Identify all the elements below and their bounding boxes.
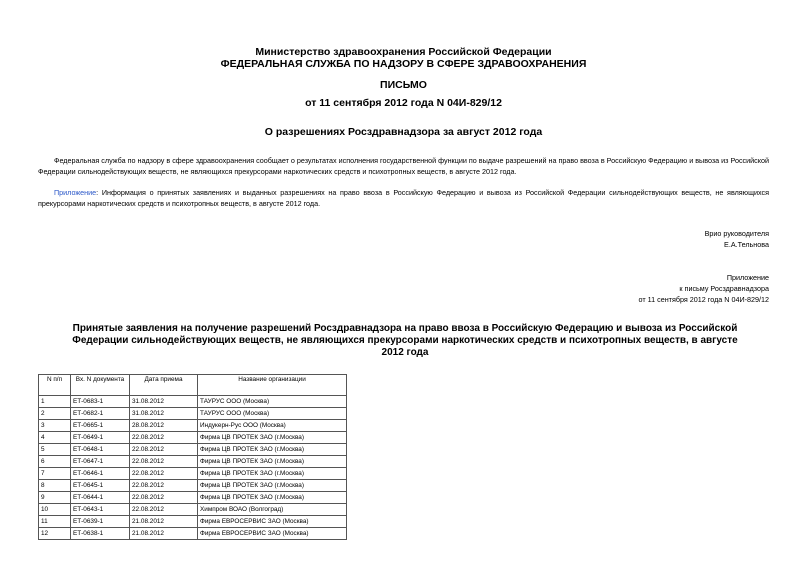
table-row bbox=[39, 432, 347, 444]
row-number: 2 bbox=[39, 408, 71, 420]
header-organization: Название организации bbox=[198, 375, 347, 396]
table-title: Принятые заявления на получение разрешений Росздравнадзора на право ввоза в Российскую Федерацию и вывоза из Российской Федерации сильнодействующих веществ, не являющихся прекурсорами наркотических средств и психотропных веществ, в августе 2012 года bbox=[72, 323, 738, 358]
row-organization: Фирма ЕВРОСЕРВИС ЗАО (Москва) bbox=[198, 516, 347, 528]
table-row bbox=[39, 480, 347, 492]
row-organization: Фирма ЦВ ПРОТЕК ЗАО (г.Москва) bbox=[198, 468, 347, 480]
table-row bbox=[39, 408, 347, 420]
row-date: 22.08.2012 bbox=[130, 432, 198, 444]
row-organization: Фирма ЦВ ПРОТЕК ЗАО (г.Москва) bbox=[198, 480, 347, 492]
row-date: 22.08.2012 bbox=[130, 468, 198, 480]
service-name: ФЕДЕРАЛЬНАЯ СЛУЖБА ПО НАДЗОРУ В СФЕРЕ ЗДРАВООХРАНЕНИЯ bbox=[220, 58, 587, 70]
row-doc-number: ЕТ-0645-1 bbox=[71, 480, 130, 492]
row-organization: Фирма ЕВРОСЕРВИС ЗАО (Москва) bbox=[198, 528, 347, 540]
row-organization: Фирма ЦВ ПРОТЕК ЗАО (г.Москва) bbox=[198, 432, 347, 444]
row-number: 4 bbox=[39, 432, 71, 444]
header-number: N п/п bbox=[39, 375, 71, 396]
table-row bbox=[39, 396, 347, 408]
row-number: 7 bbox=[39, 468, 71, 480]
signature-name: Е.А.Тельнова bbox=[724, 240, 769, 249]
row-doc-number: ЕТ-0665-1 bbox=[71, 420, 130, 432]
row-number: 9 bbox=[39, 492, 71, 504]
body-paragraph: Федеральная служба по надзору в сфере здравоохранения сообщает о результатах исполнения государственной функции по выдаче разрешений на право ввоза в Российскую Федерацию и вывоза из Российской Федерации сильнодействующих веществ, не являющихся прекурсорами наркотических средств и психотропных веществ, в августе 2012 года. bbox=[38, 156, 769, 176]
header-doc-number: Вх. N документа bbox=[71, 375, 130, 396]
row-date: 22.08.2012 bbox=[130, 444, 198, 456]
row-doc-number: ЕТ-0648-1 bbox=[71, 444, 130, 456]
document-type: ПИСЬМО bbox=[380, 79, 427, 91]
row-date: 22.08.2012 bbox=[130, 480, 198, 492]
signature-block bbox=[705, 228, 769, 250]
appendix-label: Приложение bbox=[726, 273, 769, 282]
row-organization: Фирма ЦВ ПРОТЕК ЗАО (г.Москва) bbox=[198, 492, 347, 504]
row-organization: ТАУРУС ООО (Москва) bbox=[198, 408, 347, 420]
row-number: 10 bbox=[39, 504, 71, 516]
row-doc-number: ЕТ-0649-1 bbox=[71, 432, 130, 444]
row-number: 5 bbox=[39, 444, 71, 456]
table-row bbox=[39, 468, 347, 480]
row-organization: Фирма ЦВ ПРОТЕК ЗАО (г.Москва) bbox=[198, 456, 347, 468]
row-doc-number: ЕТ-0683-1 bbox=[71, 396, 130, 408]
row-date: 22.08.2012 bbox=[130, 492, 198, 504]
row-doc-number: ЕТ-0639-1 bbox=[71, 516, 130, 528]
row-doc-number: ЕТ-0647-1 bbox=[71, 456, 130, 468]
document-date: от 11 сентября 2012 года N 04И-829/12 bbox=[305, 97, 502, 109]
row-number: 6 bbox=[39, 456, 71, 468]
row-doc-number: ЕТ-0644-1 bbox=[71, 492, 130, 504]
row-doc-number: ЕТ-0643-1 bbox=[71, 504, 130, 516]
table-header-row bbox=[39, 375, 347, 396]
row-organization: Фирма ЦВ ПРОТЕК ЗАО (г.Москва) bbox=[198, 444, 347, 456]
table-row bbox=[39, 504, 347, 516]
attachment-link[interactable]: Приложение bbox=[54, 188, 97, 197]
row-number: 8 bbox=[39, 480, 71, 492]
document-subject: О разрешениях Росздравнадзора за август 2012 года bbox=[264, 126, 543, 138]
table-row bbox=[39, 456, 347, 468]
row-date: 28.08.2012 bbox=[130, 420, 198, 432]
header-date: Дата приема bbox=[130, 375, 198, 396]
table-row bbox=[39, 516, 347, 528]
table-row bbox=[39, 420, 347, 432]
row-date: 21.08.2012 bbox=[130, 516, 198, 528]
row-organization: Химпром ВОАО (Волгоград) bbox=[198, 504, 347, 516]
appendix-date: от 11 сентября 2012 года N 04И-829/12 bbox=[638, 295, 769, 304]
appendix-ref: к письму Росздравнадзора bbox=[679, 284, 769, 293]
row-doc-number: ЕТ-0646-1 bbox=[71, 468, 130, 480]
signature-position: Врио руководителя bbox=[704, 229, 769, 238]
row-date: 21.08.2012 bbox=[130, 528, 198, 540]
row-date: 31.08.2012 bbox=[130, 408, 198, 420]
row-doc-number: ЕТ-0638-1 bbox=[71, 528, 130, 540]
appendix-block bbox=[639, 272, 769, 305]
table-row bbox=[39, 492, 347, 504]
table-row bbox=[39, 528, 347, 540]
row-number: 3 bbox=[39, 420, 71, 432]
attachment-paragraph bbox=[38, 187, 769, 209]
attachment-text: : Информация о принятых заявлениях и выданных разрешениях на право ввоза в Российскую Федерацию и вывоза из Российской Федерации сильнодействующих веществ, не являющихся прекурсорами наркотических средств и психотропных веществ, в августе 2012 года. bbox=[38, 188, 769, 208]
row-organization: ТАУРУС ООО (Москва) bbox=[198, 396, 347, 408]
row-doc-number: ЕТ-0682-1 bbox=[71, 408, 130, 420]
row-organization: Индукерн-Рус ООО (Москва) bbox=[198, 420, 347, 432]
ministry-name: Министерство здравоохранения Российской Федерации bbox=[255, 46, 552, 58]
row-number: 12 bbox=[39, 528, 71, 540]
applications-table bbox=[38, 374, 347, 540]
row-date: 22.08.2012 bbox=[130, 456, 198, 468]
row-date: 22.08.2012 bbox=[130, 504, 198, 516]
table-row bbox=[39, 444, 347, 456]
row-date: 31.08.2012 bbox=[130, 396, 198, 408]
row-number: 1 bbox=[39, 396, 71, 408]
row-number: 11 bbox=[39, 516, 71, 528]
